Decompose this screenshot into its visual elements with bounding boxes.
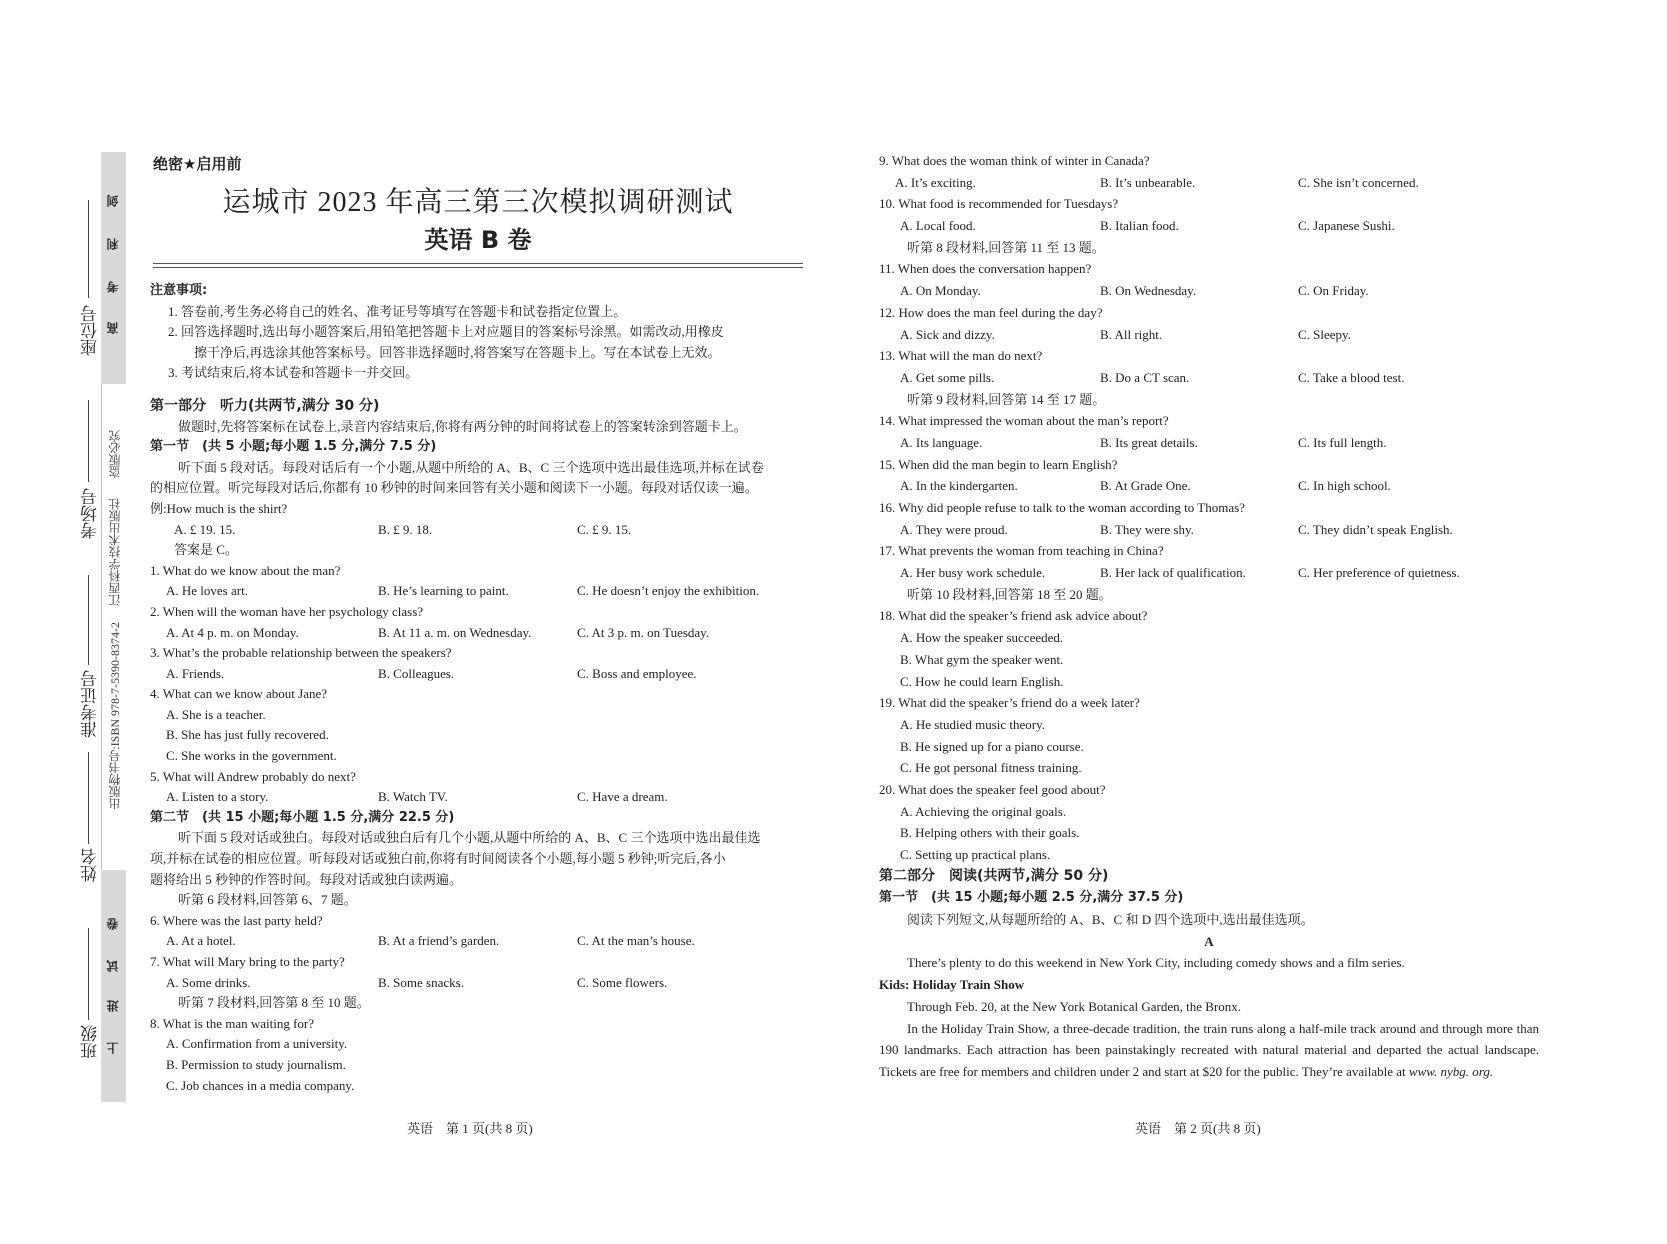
left-column: [150, 281, 810, 1096]
question-5-options: [150, 787, 810, 808]
option-b[interactable]: B. At a friend’s garden.: [378, 933, 500, 949]
question-1: 1. What do we know about the man?: [150, 562, 341, 578]
question-5: 5. What will Andrew probably do next?: [150, 768, 356, 784]
option-c[interactable]: C. They didn’t speak English.: [1298, 521, 1453, 537]
gutter-side-text: 江西科学技术出版社: [108, 498, 122, 606]
option-b[interactable]: B. On Wednesday.: [1100, 283, 1197, 299]
option-b[interactable]: B. It’s unbearable.: [1100, 174, 1196, 190]
question-12-options: [879, 324, 1539, 346]
exam-room-line[interactable]: [88, 400, 89, 482]
material-instruction: 听第 9 段材料,回答第 14 至 17 题。: [907, 391, 1106, 407]
option-a[interactable]: A. Some drinks.: [166, 974, 251, 990]
question-14: 14. What impressed the woman about the man’s report?: [879, 413, 1169, 429]
option-c[interactable]: C. She isn’t concerned.: [1298, 174, 1419, 190]
example-option-a: A. £ 19. 15.: [174, 521, 236, 537]
seal-char: 进: [106, 1000, 120, 1012]
gutter-side-text: 出版物书号:ISBN 978-7-5390-8374-2: [108, 622, 122, 810]
question-19: 19. What did the speaker’s friend do a week later?: [879, 695, 1140, 711]
question-1-options: [150, 581, 810, 602]
option-b[interactable]: B. What gym the speaker went.: [900, 651, 1064, 667]
option-c[interactable]: C. At 3 p. m. on Tuesday.: [577, 624, 710, 640]
example-question: 例:How much is the shirt?: [150, 500, 288, 516]
option-b[interactable]: B. At 11 a. m. on Wednesday.: [378, 624, 532, 640]
material-instruction: 听第 7 段材料,回答第 8 至 10 题。: [178, 995, 370, 1011]
option-c[interactable]: C. Japanese Sushi.: [1298, 218, 1395, 234]
title-rule: [153, 263, 803, 264]
option-a[interactable]: A. In the kindergarten.: [900, 478, 1018, 494]
option-c[interactable]: C. In high school.: [1298, 478, 1391, 494]
question-17-options: [879, 562, 1539, 584]
option-b[interactable]: B. He signed up for a piano course.: [900, 738, 1084, 754]
exam-room-label: 考场号: [81, 488, 100, 539]
example-answer: 答案是 C。: [174, 542, 238, 558]
option-b[interactable]: B. Permission to study journalism.: [166, 1056, 346, 1072]
example-option-c: C. £ 9. 15.: [577, 521, 632, 537]
confidential-mark: 绝密★启用前: [153, 155, 242, 173]
option-c[interactable]: C. He got personal fitness training.: [900, 760, 1082, 776]
right-column: [879, 150, 1539, 1083]
question-15-options: [879, 475, 1539, 497]
option-c[interactable]: C. Setting up practical plans.: [900, 847, 1051, 862]
option-a[interactable]: A. Local food.: [900, 218, 976, 234]
admission-number-label: 准考证号: [81, 670, 100, 738]
option-a[interactable]: A. Sick and dizzy.: [900, 326, 995, 342]
part1-intro: 做题时,先将答案标在试卷上,录音内容结束后,你将有两分钟的时间将试卷上的答案转涂到答题卡上。: [178, 418, 747, 434]
name-line[interactable]: [88, 752, 89, 844]
option-b[interactable]: B. Its great details.: [1100, 434, 1198, 450]
section2-intro: 项,并标在试卷的相应位置。听每段对话或独白前,你将有时间阅读各个小题,每小题 5 秒钟;听完后,各小: [150, 851, 726, 867]
option-a[interactable]: A. At a hotel.: [166, 933, 236, 949]
question-18: 18. What did the speaker’s friend ask advice about?: [879, 608, 1148, 624]
page-footer-right: 英语 第 2 页(共 8 页): [1135, 1121, 1261, 1136]
option-c[interactable]: C. Boss and employee.: [577, 665, 697, 681]
notice-item: 擦干净后,再选涂其他答案标号。回答非选择题时,将答案写在答题卡上。写在本试卷上无效。: [194, 344, 721, 360]
question-2-options: [150, 623, 810, 644]
option-c[interactable]: C. How he could learn English.: [900, 673, 1064, 689]
option-b[interactable]: B. He’s learning to paint.: [378, 583, 509, 599]
seal-char: 卷: [106, 918, 120, 930]
question-16: 16. Why did people refuse to talk to the woman according to Thomas?: [879, 500, 1245, 515]
option-c[interactable]: C. Her preference of quietness.: [1298, 565, 1460, 581]
option-b[interactable]: B. Watch TV.: [378, 789, 448, 805]
section1-intro: 的相应位置。听完每段对话后,你都有 10 秒钟的时间来回答有关小题和阅读下一小题。每段对话仅读一遍。: [150, 480, 758, 496]
option-a[interactable]: A. How the speaker succeeded.: [900, 630, 1064, 646]
seat-number-label: 座位号: [81, 305, 100, 356]
passage-paragraph: There’s plenty to do this weekend in New York City, including comedy shows and a film series.: [907, 955, 1405, 971]
option-a[interactable]: A. Get some pills.: [900, 369, 995, 385]
question-13-options: [879, 367, 1539, 389]
option-b[interactable]: B. Some snacks.: [378, 974, 464, 990]
question-13: 13. What will the man do next?: [879, 348, 1043, 364]
seal-char: 高: [106, 322, 120, 334]
question-7: 7. What will Mary bring to the party?: [150, 954, 345, 969]
option-c[interactable]: C. Have a dream.: [577, 789, 668, 805]
question-11-options: [879, 280, 1539, 302]
question-12: 12. How does the man feel during the day?: [879, 304, 1103, 320]
passage-text: In the Holiday Train Show, a three-decade tradition, the train runs along a half-mile track around and through more than 190 landmarks. Each attraction has been painstakingly recreated with natural material and departed the actual landscape. Tickets are free for members and children under 2 and start at $20 for the public. They’re available at: [879, 1020, 1539, 1079]
section2-heading: 第二节 (共 15 小题;每小题 1.5 分,满分 22.5 分): [150, 809, 455, 825]
option-b[interactable]: B. She has just fully recovered.: [166, 727, 329, 743]
option-b[interactable]: B. Her lack of qualification.: [1100, 565, 1246, 581]
admission-number-line[interactable]: [88, 575, 89, 665]
option-a[interactable]: A. Listen to a story.: [166, 789, 269, 805]
question-3-options: [150, 664, 810, 685]
part2-section1-heading: 第一节 (共 15 小题;每小题 2.5 分,满分 37.5 分): [879, 890, 1184, 906]
question-7-options: [150, 973, 810, 994]
passage-paragraph: Through Feb. 20, at the New York Botanical Garden, the Bronx.: [907, 998, 1241, 1014]
seal-char: 试: [106, 960, 120, 972]
exam-title: 运城市 2023 年高三第三次模拟调研测试: [222, 187, 734, 218]
seal-char: 考: [106, 281, 120, 293]
title-rule: [153, 267, 803, 268]
option-b[interactable]: B. They were shy.: [1100, 521, 1194, 537]
example-option-b: B. £ 9. 18.: [378, 521, 433, 537]
option-a[interactable]: A. At 4 p. m. on Monday.: [166, 624, 299, 640]
class-label: 班级: [81, 1025, 100, 1059]
option-b[interactable]: B. Italian food.: [1100, 218, 1179, 234]
seat-number-line[interactable]: [88, 200, 89, 298]
notice-item: 3. 考试结束后,将本试卷和答题卡一并交回。: [168, 365, 419, 381]
question-6: 6. Where was the last party held?: [150, 912, 323, 928]
question-2: 2. When will the woman have her psychology class?: [150, 603, 424, 619]
part2-intro: 阅读下列短文,从每题所给的 A、B、C 和 D 四个选项中,选出最佳选项。: [907, 912, 1314, 928]
material-instruction: 听第 10 段材料,回答第 18 至 20 题。: [907, 586, 1112, 602]
gutter-side-text: 盗版必究: [108, 430, 122, 478]
question-11: 11. When does the conversation happen?: [879, 261, 1092, 277]
question-6-options: [150, 931, 810, 952]
option-a[interactable]: A. Its language.: [900, 434, 983, 450]
question-15: 15. When did the man begin to learn English?: [879, 456, 1118, 472]
option-a[interactable]: A. Friends.: [166, 665, 225, 681]
material-instruction: 听第 8 段材料,回答第 11 至 13 题。: [907, 239, 1105, 255]
option-b[interactable]: B. At Grade One.: [1100, 478, 1191, 494]
option-c[interactable]: C. On Friday.: [1298, 283, 1369, 299]
name-label: 姓名: [81, 848, 100, 882]
question-10: 10. What food is recommended for Tuesdays?: [879, 196, 1119, 212]
option-a[interactable]: A. He studied music theory.: [900, 716, 1046, 732]
option-b[interactable]: B. Helping others with their goals.: [900, 825, 1080, 841]
option-a[interactable]: A. It’s exciting.: [895, 174, 976, 190]
notice-item: 2. 回答选择题时,选出每小题答案后,用铅笔把答题卡上对应题目的答案标号涂黑。如需改动,用橡皮: [168, 324, 724, 340]
option-b[interactable]: B. All right.: [1100, 326, 1163, 342]
option-c[interactable]: C. Take a blood test.: [1298, 369, 1405, 385]
option-a[interactable]: A. He loves art.: [166, 583, 248, 599]
option-a[interactable]: A. Confirmation from a university.: [166, 1036, 348, 1052]
notice-item: 1. 答卷前,考生务必将自己的姓名、准考证号等填写在答题卡和试卷指定位置上。: [168, 303, 627, 319]
question-20: 20. What does the speaker feel good about?: [879, 781, 1106, 797]
question-10-options: [879, 215, 1539, 237]
question-3: 3. What’s the probable relationship between the speakers?: [150, 645, 452, 661]
option-a[interactable]: A. Achieving the original goals.: [900, 803, 1067, 819]
section1-heading: 第一节 (共 5 小题;每小题 1.5 分,满分 7.5 分): [150, 439, 437, 455]
option-a[interactable]: A. They were proud.: [900, 521, 1008, 537]
section2-intro: 题将给出 5 秒钟的作答时间。每段对话或独白读两遍。: [150, 871, 463, 887]
seal-char: 上: [106, 1042, 120, 1054]
question-4: 4. What can we know about Jane?: [150, 686, 328, 702]
question-17: 17. What prevents the woman from teaching in China?: [879, 543, 1164, 559]
website-link[interactable]: www. nybg. org.: [1408, 1063, 1494, 1079]
notice-heading: 注意事项:: [150, 283, 208, 298]
passage-subheading: Kids: Holiday Train Show: [879, 977, 1025, 993]
option-c[interactable]: C. Sleepy.: [1298, 326, 1351, 342]
question-16-options: [879, 519, 1539, 541]
passage-paragraph: [879, 1018, 1539, 1083]
part1-heading: 第一部分 听力(共两节,满分 30 分): [150, 397, 380, 414]
option-a[interactable]: A. On Monday.: [900, 283, 981, 299]
page-footer-left: 英语 第 1 页(共 8 页): [407, 1121, 533, 1136]
option-a[interactable]: A. She is a teacher.: [166, 706, 266, 722]
section1-intro: 听下面 5 段对话。每段对话后有一个小题,从题中所给的 A、B、C 三个选项中选出最佳选项,并标在试卷: [178, 459, 764, 475]
option-c[interactable]: C. She works in the government.: [166, 748, 337, 764]
option-c[interactable]: C. At the man’s house.: [577, 933, 695, 949]
option-c[interactable]: C. He doesn’t enjoy the exhibition.: [577, 583, 760, 599]
section2-intro: 听下面 5 段对话或独白。每段对话或独白后有几个小题,从题中所给的 A、B、C 三个选项中选出最佳选: [178, 830, 761, 846]
class-line[interactable]: [88, 928, 89, 1020]
option-c[interactable]: C. Some flowers.: [577, 974, 668, 990]
exam-subtitle: 英语 B 卷: [424, 226, 532, 254]
material-instruction: 听第 6 段材料,回答第 6、7 题。: [178, 892, 357, 908]
question-8: 8. What is the man waiting for?: [150, 1015, 315, 1031]
seal-char: 剑: [106, 195, 120, 207]
question-14-options: [879, 432, 1539, 454]
part2-heading: 第二部分 阅读(共两节,满分 50 分): [879, 867, 1109, 884]
example-options: [150, 520, 810, 541]
passage-label: A: [1204, 933, 1214, 949]
question-9: 9. What does the woman think of winter in Canada?: [879, 153, 1150, 168]
option-a[interactable]: A. Her busy work schedule.: [900, 565, 1046, 581]
option-c[interactable]: C. Its full length.: [1298, 434, 1387, 450]
seal-char: 利: [106, 238, 120, 250]
option-c[interactable]: C. Job chances in a media company.: [166, 1077, 355, 1093]
question-9-options: [879, 172, 1539, 194]
option-b[interactable]: B. Colleagues.: [378, 665, 455, 681]
option-b[interactable]: B. Do a CT scan.: [1100, 369, 1190, 385]
